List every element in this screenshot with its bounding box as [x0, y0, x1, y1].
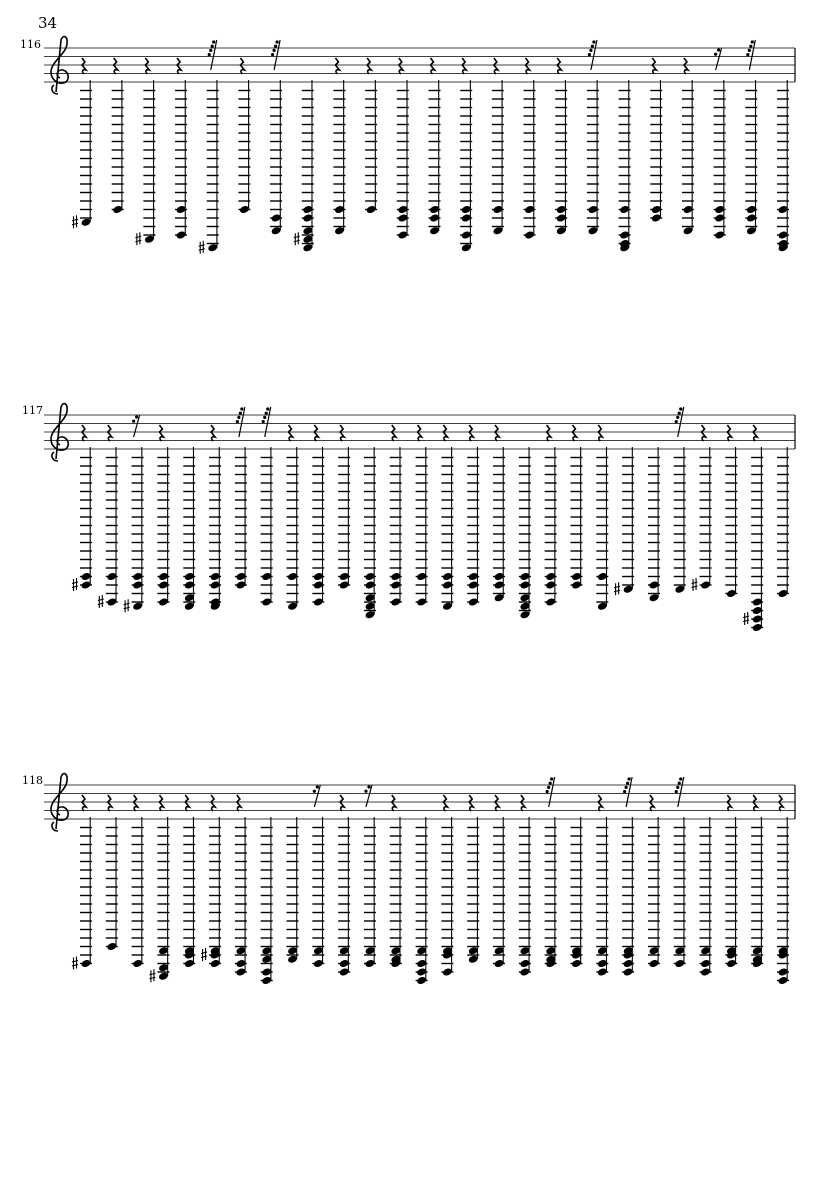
quarter-rest: [702, 425, 706, 441]
quarter-rest: [495, 795, 499, 811]
quarter-rest: [82, 795, 86, 811]
sixtyfourth-rest: [313, 785, 321, 807]
quarter-rest: [572, 425, 576, 441]
quarter-rest: [340, 425, 344, 441]
quarter-rest: [392, 795, 396, 811]
sixtyfourth-rest: [714, 48, 722, 70]
quarter-rest: [392, 425, 396, 441]
quarter-rest: [753, 795, 757, 811]
sixtyfourth-rest: [208, 40, 217, 70]
quarter-rest: [727, 425, 731, 441]
quarter-rest: [314, 425, 318, 441]
sharp-accidental: [614, 582, 620, 595]
quarter-rest: [108, 425, 112, 441]
sixtyfourth-rest: [546, 777, 555, 807]
sixtyfourth-rest: [262, 407, 271, 437]
quarter-rest: [469, 425, 473, 441]
quarter-rest: [684, 58, 688, 74]
quarter-rest: [399, 58, 403, 74]
quarter-rest: [211, 425, 215, 441]
sharp-accidental: [72, 215, 78, 228]
sharp-accidental: [135, 232, 141, 245]
page-number: 34: [38, 14, 58, 32]
sixtyfourth-rest: [588, 40, 597, 70]
quarter-rest: [652, 58, 656, 74]
quarter-rest: [598, 795, 602, 811]
sharp-accidental: [199, 241, 205, 254]
quarter-rest: [159, 795, 163, 811]
quarter-rest: [431, 58, 435, 74]
quarter-rest: [494, 58, 498, 74]
quarter-rest: [82, 425, 86, 441]
quarter-rest: [159, 425, 163, 441]
quarter-rest: [367, 58, 371, 74]
quarter-rest: [237, 795, 241, 811]
measure-number-117: 117: [22, 404, 43, 417]
sixtyfourth-rest: [364, 785, 372, 807]
sharp-accidental: [124, 599, 130, 612]
quarter-rest: [526, 58, 530, 74]
sharp-accidental: [743, 612, 749, 625]
quarter-rest: [145, 58, 149, 74]
quarter-rest: [547, 425, 551, 441]
quarter-rest: [108, 795, 112, 811]
sixtyfourth-rest: [236, 407, 245, 437]
quarter-rest: [340, 795, 344, 811]
sixtyfourth-rest: [623, 777, 632, 807]
quarter-rest: [211, 795, 215, 811]
sharp-accidental: [149, 969, 155, 982]
sixtyfourth-rest: [746, 40, 755, 70]
quarter-rest: [289, 425, 293, 441]
quarter-rest: [134, 795, 138, 811]
quarter-rest: [418, 425, 422, 441]
quarter-rest: [82, 58, 86, 74]
sharp-accidental: [692, 578, 698, 591]
quarter-rest: [443, 795, 447, 811]
sharp-accidental: [72, 578, 78, 591]
quarter-rest: [521, 795, 525, 811]
quarter-rest: [779, 795, 783, 811]
quarter-rest: [462, 58, 466, 74]
sixtyfourth-rest: [675, 407, 684, 437]
quarter-rest: [598, 425, 602, 441]
quarter-rest: [753, 425, 757, 441]
quarter-rest: [443, 425, 447, 441]
sharp-accidental: [294, 232, 300, 245]
sixtyfourth-rest: [271, 40, 280, 70]
measure-number-116: 116: [20, 38, 41, 51]
quarter-rest: [650, 795, 654, 811]
sharp-accidental: [98, 595, 104, 608]
quarter-rest: [240, 58, 244, 74]
quarter-rest: [495, 425, 499, 441]
quarter-rest: [177, 58, 181, 74]
quarter-rest: [185, 795, 189, 811]
quarter-rest: [335, 58, 339, 74]
quarter-rest: [469, 795, 473, 811]
quarter-rest: [557, 58, 561, 74]
quarter-rest: [727, 795, 731, 811]
sixtyfourth-rest: [675, 777, 684, 807]
sixtyfourth-rest: [132, 415, 140, 437]
sharp-accidental: [201, 948, 207, 961]
quarter-rest: [114, 58, 118, 74]
sharp-accidental: [72, 957, 78, 970]
measure-number-118: 118: [22, 774, 43, 787]
